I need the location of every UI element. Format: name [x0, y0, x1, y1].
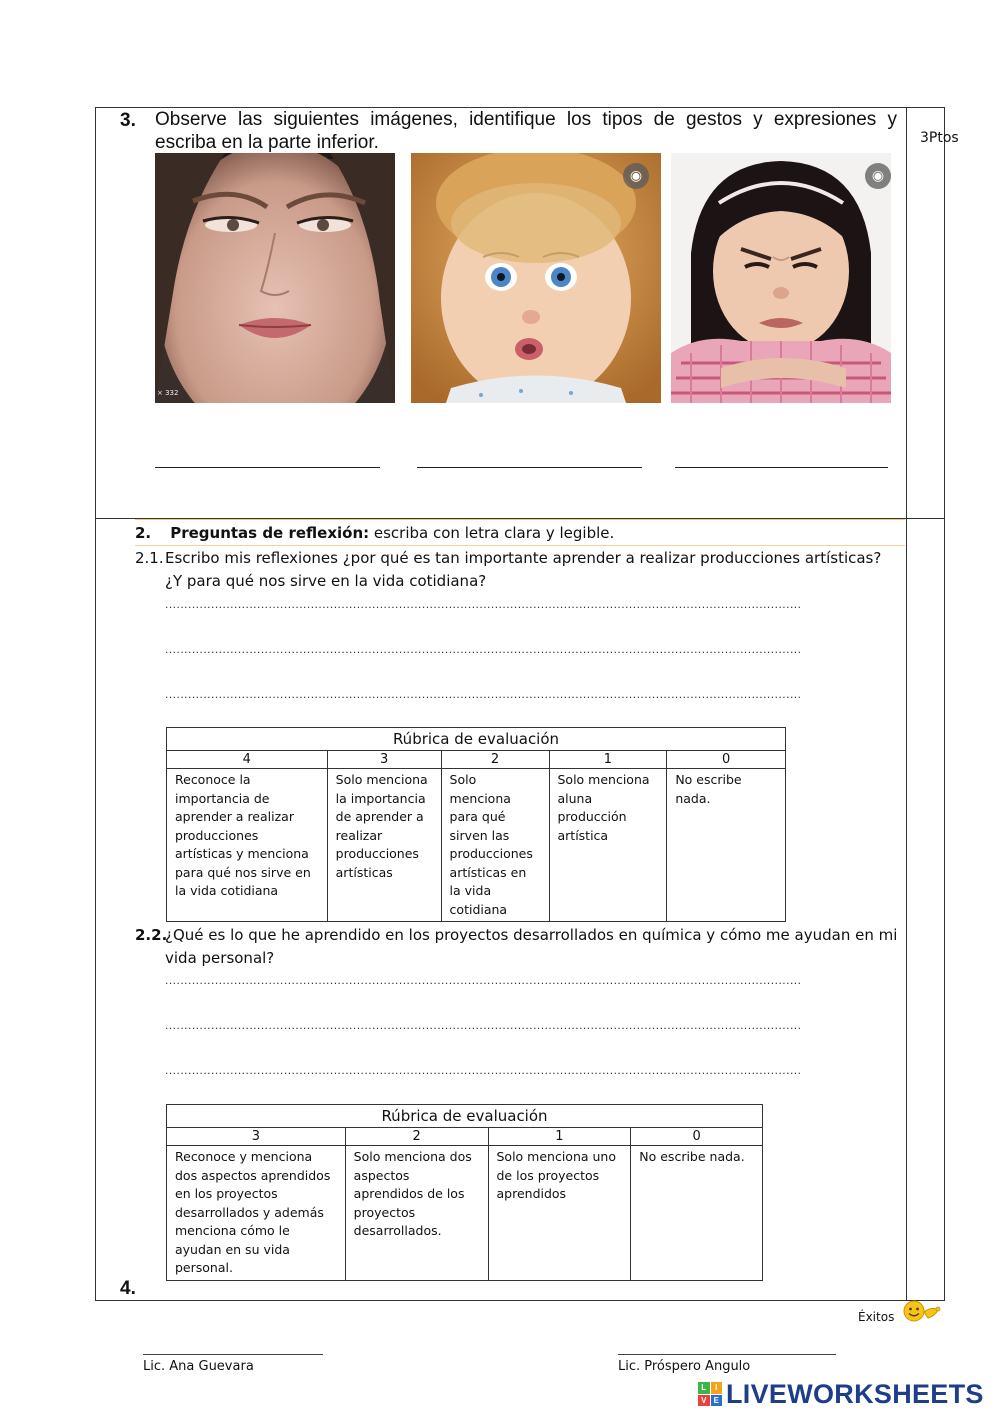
rubric-description: Reconoce la importancia de aprender a realizar producciones artísticas y menciona para qué nos sirve en la vida cotidiana — [167, 769, 328, 922]
reflection-subtitle: escriba con letra clara y legible. — [369, 524, 615, 542]
signer-1-name: Lic. Ana Guevara — [143, 1359, 254, 1374]
points-label: 3Ptos — [920, 130, 959, 146]
rubric-description: Solo menciona uno de los proyectos aprendidos — [488, 1146, 631, 1281]
liveworksheets-logo-icon — [698, 1382, 722, 1406]
logo-letter: E — [711, 1395, 723, 1407]
question-2-2-number: 2.2. — [135, 926, 168, 944]
lens-search-icon[interactable]: ◉ — [623, 163, 649, 189]
photo-surprised-baby — [411, 153, 661, 403]
rubric-level: 2 — [441, 751, 549, 769]
lens-search-icon[interactable]: ◉ — [865, 163, 891, 189]
rubric-level: 0 — [667, 751, 786, 769]
rubric-level: 1 — [549, 751, 667, 769]
rubric-level: 3 — [327, 751, 441, 769]
question-4-number: 4. — [120, 1278, 136, 1299]
question-2-1-number: 2.1. — [135, 549, 164, 567]
answer-dotted-line[interactable]: ...................................................................................................................................................................... — [165, 1018, 802, 1032]
answer-dotted-line[interactable]: ...................................................................................................................................................................... — [165, 597, 802, 611]
question-2-1-text: Escribo mis reflexiones ¿por qué es tan importante aprender a realizar producciones artísticas? ¿Y para qué nos sirve en la vida cotidiana? — [165, 549, 882, 590]
rubric-description: Solo menciona dos aspectos aprendidos de los proyectos desarrollados. — [345, 1146, 488, 1281]
image-caption: × 332 — [157, 389, 179, 397]
rubric-table-2 — [166, 1104, 763, 1281]
logo-letter: V — [698, 1395, 710, 1407]
brand-name: LIVEWORKSHEETS — [726, 1378, 984, 1409]
smiley-icon — [902, 1300, 942, 1324]
rubric-description: Solo menciona para qué sirven las producciones artísticas en la vida cotidiana — [441, 769, 549, 922]
logo-letter: I — [711, 1382, 723, 1394]
photo-angry-girl — [671, 153, 891, 403]
answer-line-2[interactable] — [417, 467, 642, 468]
rubric-description: No escribe nada. — [631, 1146, 763, 1281]
logo-letter: L — [698, 1382, 710, 1394]
signer-2-name: Lic. Próspero Angulo — [618, 1359, 751, 1374]
heading-underline — [135, 545, 905, 546]
liveworksheets-brand[interactable] — [698, 1379, 984, 1409]
question-3-number: 3. — [120, 110, 136, 131]
question-2-2-text: ¿Qué es lo que he aprendido en los proyectos desarrollados en química y cómo me ayudan en mi vida personal? — [165, 926, 898, 967]
answer-line-3[interactable] — [675, 467, 888, 468]
signature-line-1 — [143, 1354, 323, 1355]
rubric-description: Reconoce y menciona dos aspectos aprendidos en los proyectos desarrollados y además menciona cómo le ayudan en su vida personal. — [167, 1146, 346, 1281]
rubric-level: 2 — [345, 1128, 488, 1146]
points-column-divider — [906, 107, 907, 1301]
rubric-level: 1 — [488, 1128, 631, 1146]
question-3-text: Observe las siguientes imágenes, identifique los tipos de gestos y expresiones y escriba en la parte inferior. — [155, 109, 897, 153]
answer-dotted-line[interactable]: ...................................................................................................................................................................... — [165, 642, 802, 656]
answer-line-1[interactable] — [155, 467, 380, 468]
photo-sad-woman — [155, 153, 395, 403]
rubric-description: Solo menciona aluna producción artística — [549, 769, 667, 922]
rubric-description: Solo menciona la importancia de aprender a realizar producciones artísticas — [327, 769, 441, 922]
rubric-table-1 — [166, 727, 786, 922]
signature-line-2 — [618, 1354, 836, 1355]
rubric-title: Rúbrica de evaluación — [167, 728, 786, 751]
rubric-level: 0 — [631, 1128, 763, 1146]
rubric-title: Rúbrica de evaluación — [167, 1105, 763, 1128]
rubric-level: 3 — [167, 1128, 346, 1146]
answer-dotted-line[interactable]: ...................................................................................................................................................................... — [165, 1063, 802, 1077]
answer-dotted-line[interactable]: ...................................................................................................................................................................... — [165, 973, 802, 987]
rubric-description: No escribe nada. — [667, 769, 786, 922]
rubric-level: 4 — [167, 751, 328, 769]
reflection-title: Preguntas de reflexión: — [170, 524, 370, 542]
section-divider-highlight — [135, 519, 905, 520]
reflection-heading — [135, 524, 614, 542]
answer-dotted-line[interactable]: ...................................................................................................................................................................... — [165, 687, 802, 701]
reflection-number: 2. — [135, 524, 152, 542]
exitos-label: Éxitos — [858, 1310, 895, 1324]
